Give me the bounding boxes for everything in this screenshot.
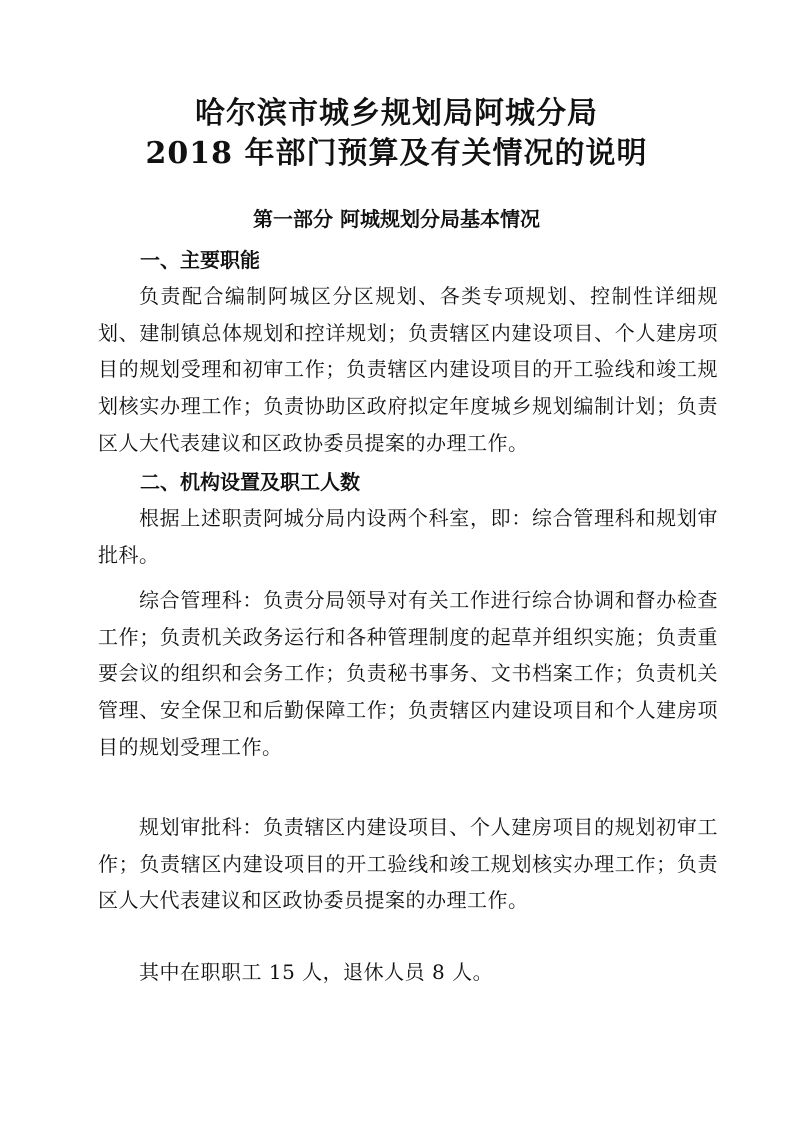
paragraph-staff-count: 其中在职职工 15 人，退休人员 8 人。 xyxy=(139,960,494,984)
paragraph-main-functions: 负责配合编制阿城区分区规划、各类专项规划、控制性详细规划、建制镇总体规划和控详规划；负责辖区内建设项目、个人建房项目的规划受理和初审工作；负责辖区内建设项目的开工验线和竣工规划核实办理工作；负责协助区政府拟定年度城乡规划编制计划；负责区人大代表建议和区政协委员提案的办理工作。 xyxy=(98,284,718,455)
paragraph-planning-approval: 规划审批科：负责辖区内建设项目、个人建房项目的规划初审工作；负责辖区内建设项目的开工验线和竣工规划核实办理工作；负责区人大代表建议和区政协委员提案的办理工作。 xyxy=(98,815,718,913)
section-title: 第一部分 阿城规划分局基本情况 xyxy=(253,207,540,231)
paragraph-general-management: 综合管理科：负责分局领导对有关工作进行综合协调和督办检查工作；负责机关政务运行和各种管理制度的起草并组织实施；负责重要会议的组织和会务工作；负责秘书事务、文书档案工作；负责机关管理、安全保卫和后勤保障工作；负责辖区内建设项目和个人建房项目的规划受理工作。 xyxy=(98,588,718,759)
document-title-line2: 2018 年部门预算及有关情况的说明 xyxy=(145,136,648,171)
document-title-line1: 哈尔滨市城乡规划局阿城分局 xyxy=(195,96,598,131)
heading-organization: 二、机构设置及职工人数 xyxy=(140,470,360,494)
paragraph-departments: 根据上述职责阿城分局内设两个科室，即：综合管理科和规划审批科。 xyxy=(98,506,718,567)
heading-main-functions: 一、主要职能 xyxy=(140,248,260,272)
